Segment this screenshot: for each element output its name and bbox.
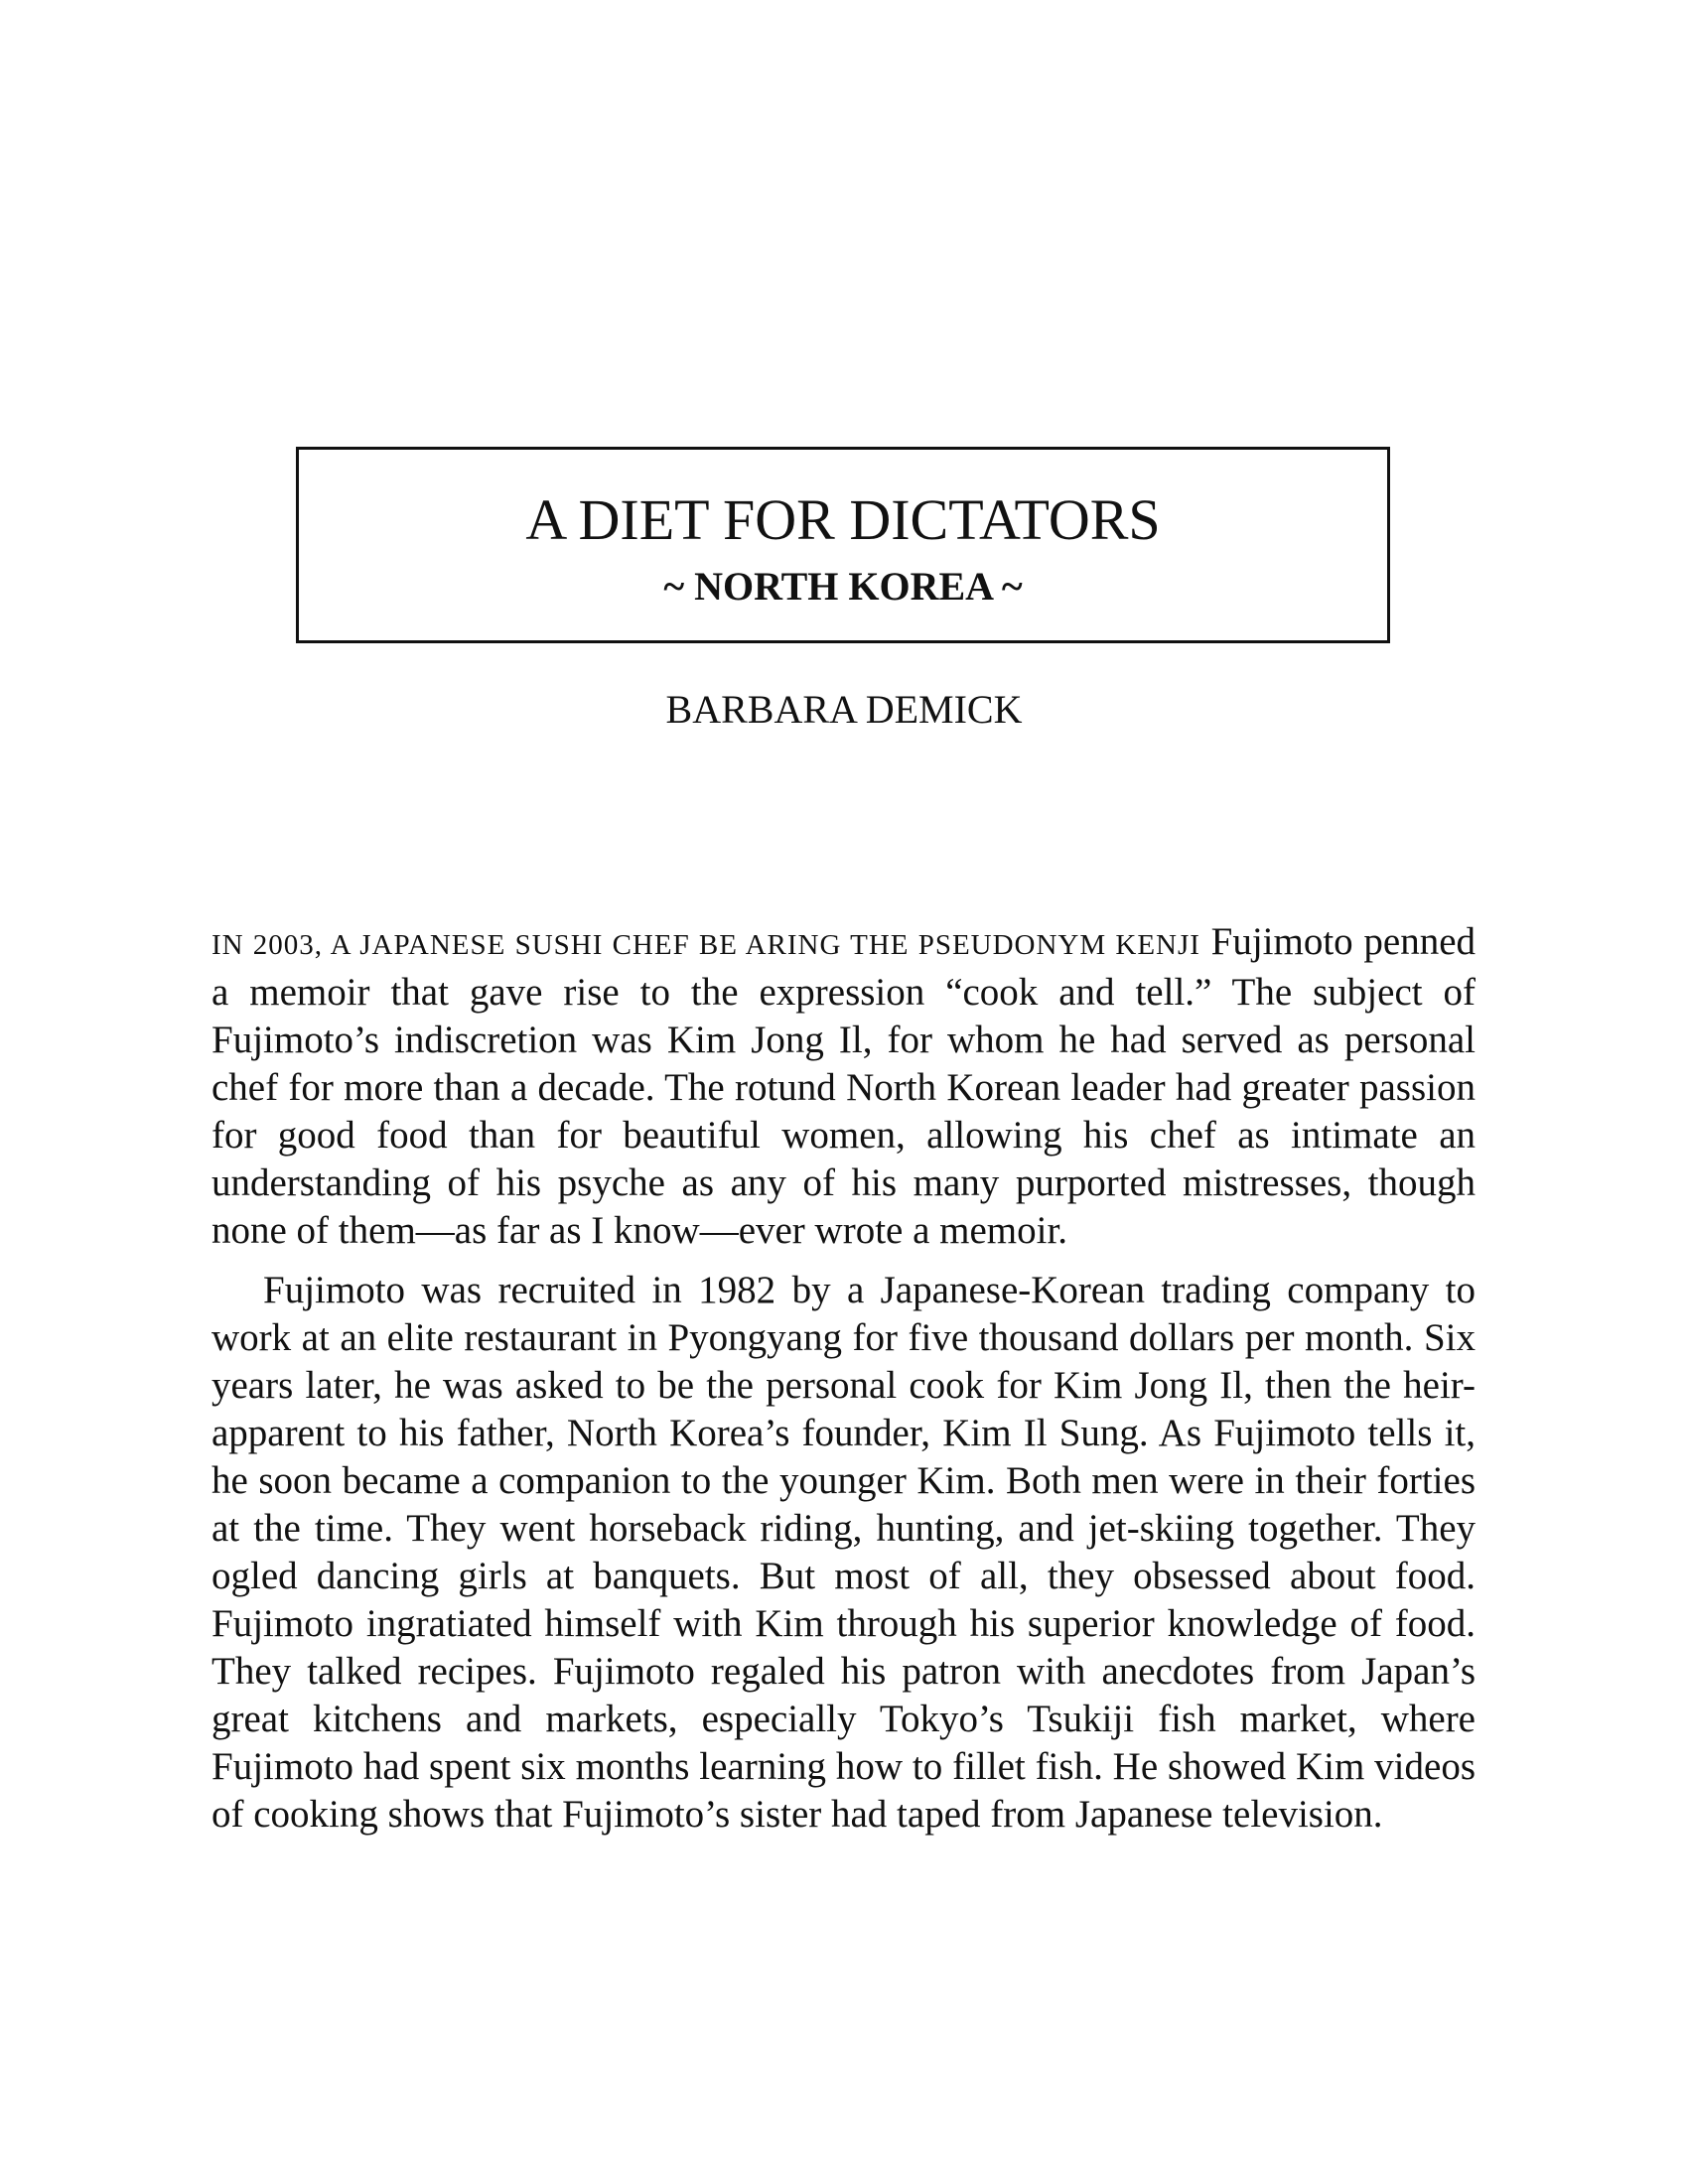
paragraph-2: Fujimoto was recruited in 1982 by a Japanese-Korean trading company to work at an elite restaurant in Pyongyang for five thousand dollars per month. Six years later, he was asked to be the personal cook for Kim Jong Il, then the heir-apparent to his father, North Korea’s founder, Kim Il Sung. As Fujimoto tells it, he soon became a companion to the younger Kim. Both men were in their forties at the time. They went horseback riding, hunting, and jet-skiing together. They ogled dancing girls at banquets. But most of all, they obsessed about food. Fujimoto ingratiated himself with Kim through his superior knowledge of food. They talked recipes. Fujimoto regaled his patron with anecdotes from Japan’s great kitchens and markets, especially Tokyo’s Tsukiji fish market, where Fujimoto had spent six months learning how to fillet fish. He showed Kim videos of cooking shows that Fujimoto’s sister had taped from Japanese television. (211, 1269, 1476, 1836)
chapter-title-box (296, 447, 1390, 643)
paragraph-1-lead-in: IN 2003, A JAPANESE SUSHI CHEF BE ARING THE PSEUDONYM KENJI (211, 929, 1200, 961)
paragraph-1-text: Fujimoto penned a memoir that gave rise to the expression “cook and tell.” The subject of Fujimoto’s indiscretion was Kim Jong Il, for whom he had served as personal chef for more than a decade. The rotund North Korean leader had greater passion for good food than for beautiful women, allowing his chef as intimate an understanding of his psyche as any of his many purported mistresses, though none of them—as far as I know—ever wrote a memoir. (211, 920, 1477, 1252)
paragraph-1 (211, 918, 1476, 1255)
author-name: BARBARA DEMICK (665, 687, 1023, 732)
chapter-subtitle: ~ NORTH KOREA ~ (663, 564, 1023, 609)
body-text (211, 918, 1476, 1839)
chapter-title: A DIET FOR DICTATORS (525, 487, 1161, 552)
